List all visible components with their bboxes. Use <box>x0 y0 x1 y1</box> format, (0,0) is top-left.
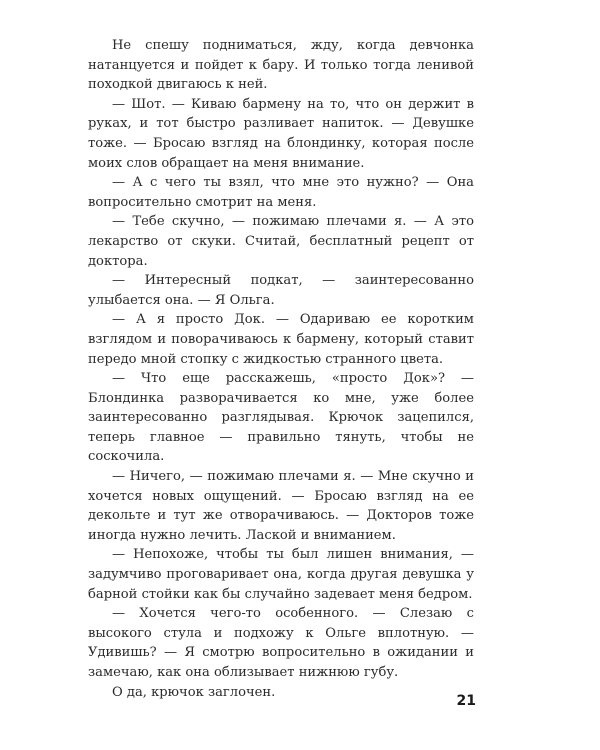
paragraph: — Шот. — Киваю бармену на то, что он держит в руках, и тот быстро разливает напиток. — Девушке тоже. — Бросаю взгляд на блондинку, которая после моих слов обращает на меня внимание. <box>88 96 474 171</box>
paragraph: — Ничего, — пожимаю плечами я. — Мне скучно и хочется новых ощущений. — Бросаю взгляд на ее декольте и тут же отворачиваюсь. — Докторов тоже иногда нужно лечить. Лаской и вниманием. <box>88 469 474 543</box>
body-text <box>88 36 474 702</box>
paragraph: О да, крючок заглочен. <box>112 684 276 700</box>
paragraph: — А с чего ты взял, что мне это нужно? — Она вопросительно смотрит на меня. <box>88 175 474 210</box>
paragraph: — Что еще расскажешь, «просто Док»? — Блондинка разворачивается ко мне, уже более заинтересованно разглядывая. Крючок зацепился, теперь главное — правильно тянуть, чтобы не соскочила. <box>88 371 474 465</box>
paragraph: — Хочется чего-то особенного. — Слезаю с высокого стула и подхожу к Ольге вплотную. — Удивишь? — Я смотрю вопросительно в ожидании и замечаю, как она облизывает нижнюю губу. <box>88 606 474 680</box>
paragraph: — Интересный подкат, — заинтересованно улыбается она. — Я Ольга. <box>88 273 474 308</box>
page-number: 21 <box>456 693 476 709</box>
paragraph: — Тебе скучно, — пожимаю плечами я. — А это лекарство от скуки. Считай, бесплатный рецепт от доктора. <box>88 214 474 269</box>
paragraph: — Непохоже, чтобы ты был лишен внимания, — задумчиво проговаривает она, когда другая девушка у барной стойки как бы случайно задевает меня бедром. <box>88 547 474 602</box>
paragraph: Не спешу подниматься, жду, когда девчонка натанцуется и пойдет к бару. И только тогда ленивой походкой двигаюсь к ней. <box>88 38 474 93</box>
paragraph: — А я просто Док. — Одариваю ее коротким взглядом и поворачиваюсь к бармену, который ставит передо мной стопку с жидкостью странного цвета. <box>88 312 474 367</box>
